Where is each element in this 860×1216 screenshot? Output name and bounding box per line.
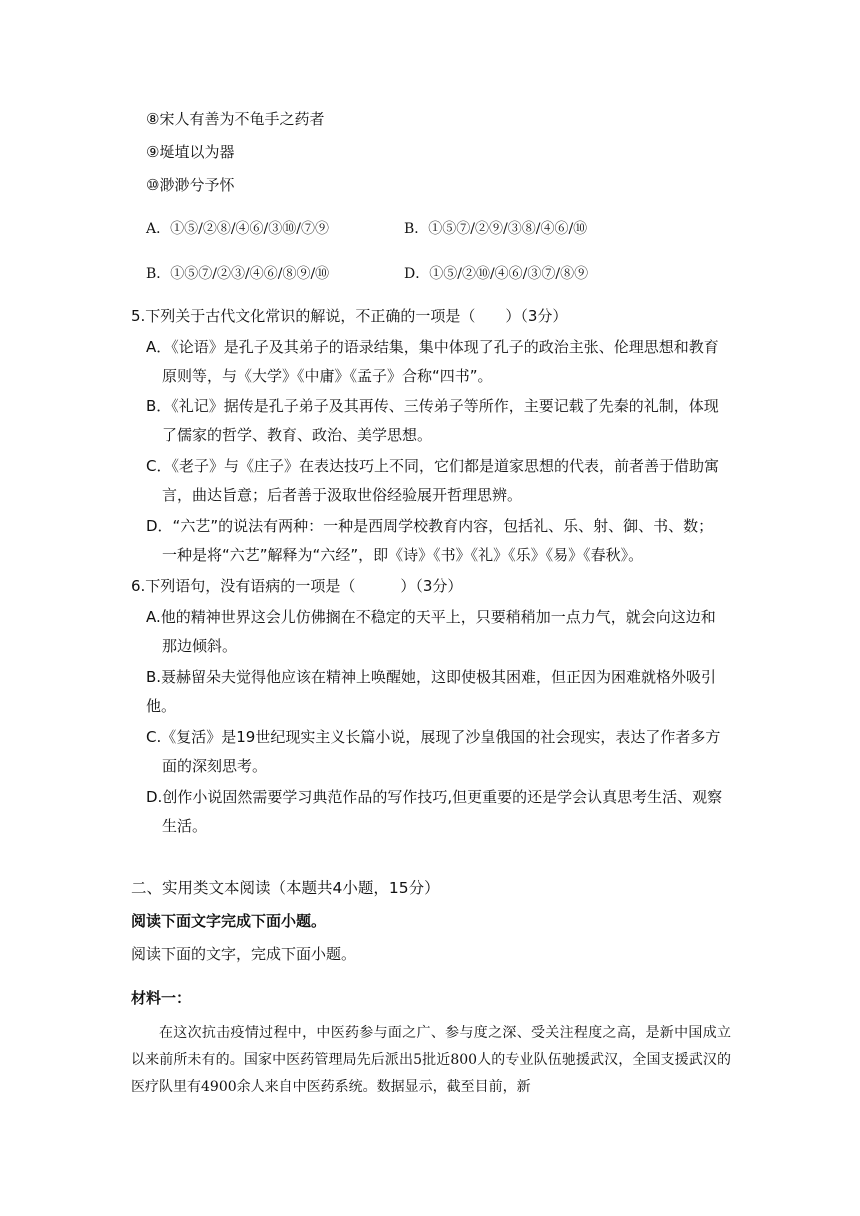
q6-option-b-line2: 他。 — [146, 697, 177, 715]
q6-option-b-line1: B.聂赫留朵夫觉得他应该在精神上唤醒她，这即使极其困难，但正因为困难就格外吸引 — [146, 668, 717, 686]
instruction-bold: 阅读下面文字完成下面小题。 — [131, 912, 327, 930]
item-9: ⑨埏埴以为器 — [146, 143, 235, 161]
item-8: ⑧宋人有善为不龟手之药者 — [146, 110, 325, 128]
q5-option-b-line1: B．《礼记》据传是孔子弟子及其再传、三传弟子等所作，主要记载了先秦的礼制，体现 — [146, 397, 719, 415]
q4-option-a: A．①⑤/②⑧/④⑥/③⑩/⑦⑨ — [146, 221, 329, 237]
q6-option-a — [146, 603, 736, 661]
q5-option-c-line1: C．《老子》与《庄子》在表达技巧上不同，它们都是道家思想的代表，前者善于借助寓 — [146, 457, 719, 475]
q5-option-b-line2: 了儒家的哲学、教育、政治、美学思想。 — [162, 426, 433, 444]
section-heading: 二、实用类文本阅读（本题共4小题，15分） — [131, 879, 440, 897]
q5-option-d-line2: 一种是将“六艺”解释为“六经”，即《诗》《书》《礼》《乐》《易》《春秋》。 — [162, 546, 644, 564]
q6-stem: 6.下列语句，没有语病的一项是（ ）（3分） — [131, 577, 463, 595]
q5-option-c-line2: 言，曲达旨意；后者善于汲取世俗经验展开哲理思辨。 — [162, 486, 523, 504]
material-label: 材料一： — [131, 989, 192, 1007]
q6-option-c-line2: 面的深刻思考。 — [162, 757, 268, 775]
q6-option-d-line2: 生活。 — [162, 817, 208, 835]
q5-option-a — [146, 333, 736, 391]
q5-option-a-line2: 原则等，与《大学》《中庸》《孟子》合称“四书”。 — [162, 367, 493, 385]
q4-option-d: D．①⑤/②⑩/④⑥/③⑦/⑧⑨ — [404, 266, 589, 282]
q5-option-d-line1: D．“六艺”的说法有两种：一种是西周学校教育内容，包括礼、乐、射、御、书、数； — [146, 517, 714, 535]
q6-option-a-line2: 那边倾斜。 — [162, 637, 238, 655]
material-paragraph: 在这次抗击疫情过程中，中医药参与面之广、参与度之深、受关注程度之高，是新中国成立以来前所未有的。国家中医药管理局先后派出5批近800人的专业队伍驰援武汉，全国支援武汉的医疗队里有4900余人来自中医药系统。数据显示，截至目前，新 — [131, 1025, 731, 1095]
q5-stem: 5.下列关于古代文化常识的解说，不正确的一项是（ ）（3分） — [131, 307, 568, 325]
q4-option-c: B．①⑤⑦/②③/④⑥/⑧⑨/⑩ — [146, 266, 330, 282]
q5-option-d — [146, 512, 736, 570]
q6-option-d — [146, 783, 736, 841]
q4-option-b: B．①⑤⑦/②⑨/③⑧/④⑥/⑩ — [404, 221, 588, 237]
q6-option-a-line1: A.他的精神世界这会儿仿佛搁在不稳定的天平上，只要稍稍加一点力气，就会向这边和 — [146, 608, 716, 626]
q6-option-d-line1: D.创作小说固然需要学习典范作品的写作技巧,但更重要的还是学会认真思考生活、观察 — [146, 788, 723, 806]
item-10: ⑩渺渺兮予怀 — [146, 176, 235, 194]
q6-option-b — [146, 663, 736, 721]
instruction: 阅读下面的文字，完成下面小题。 — [131, 945, 357, 963]
q5-option-c — [146, 452, 736, 510]
q5-option-a-line1: A．《论语》是孔子及其弟子的语录结集，集中体现了孔子的政治主张、伦理思想和教育 — [146, 338, 719, 356]
q6-option-c — [146, 723, 736, 781]
q6-option-c-line1: C.《复活》是19世纪现实主义长篇小说，展现了沙皇俄国的社会现实，表达了作者多方 — [146, 728, 721, 746]
q5-option-b — [146, 392, 736, 450]
